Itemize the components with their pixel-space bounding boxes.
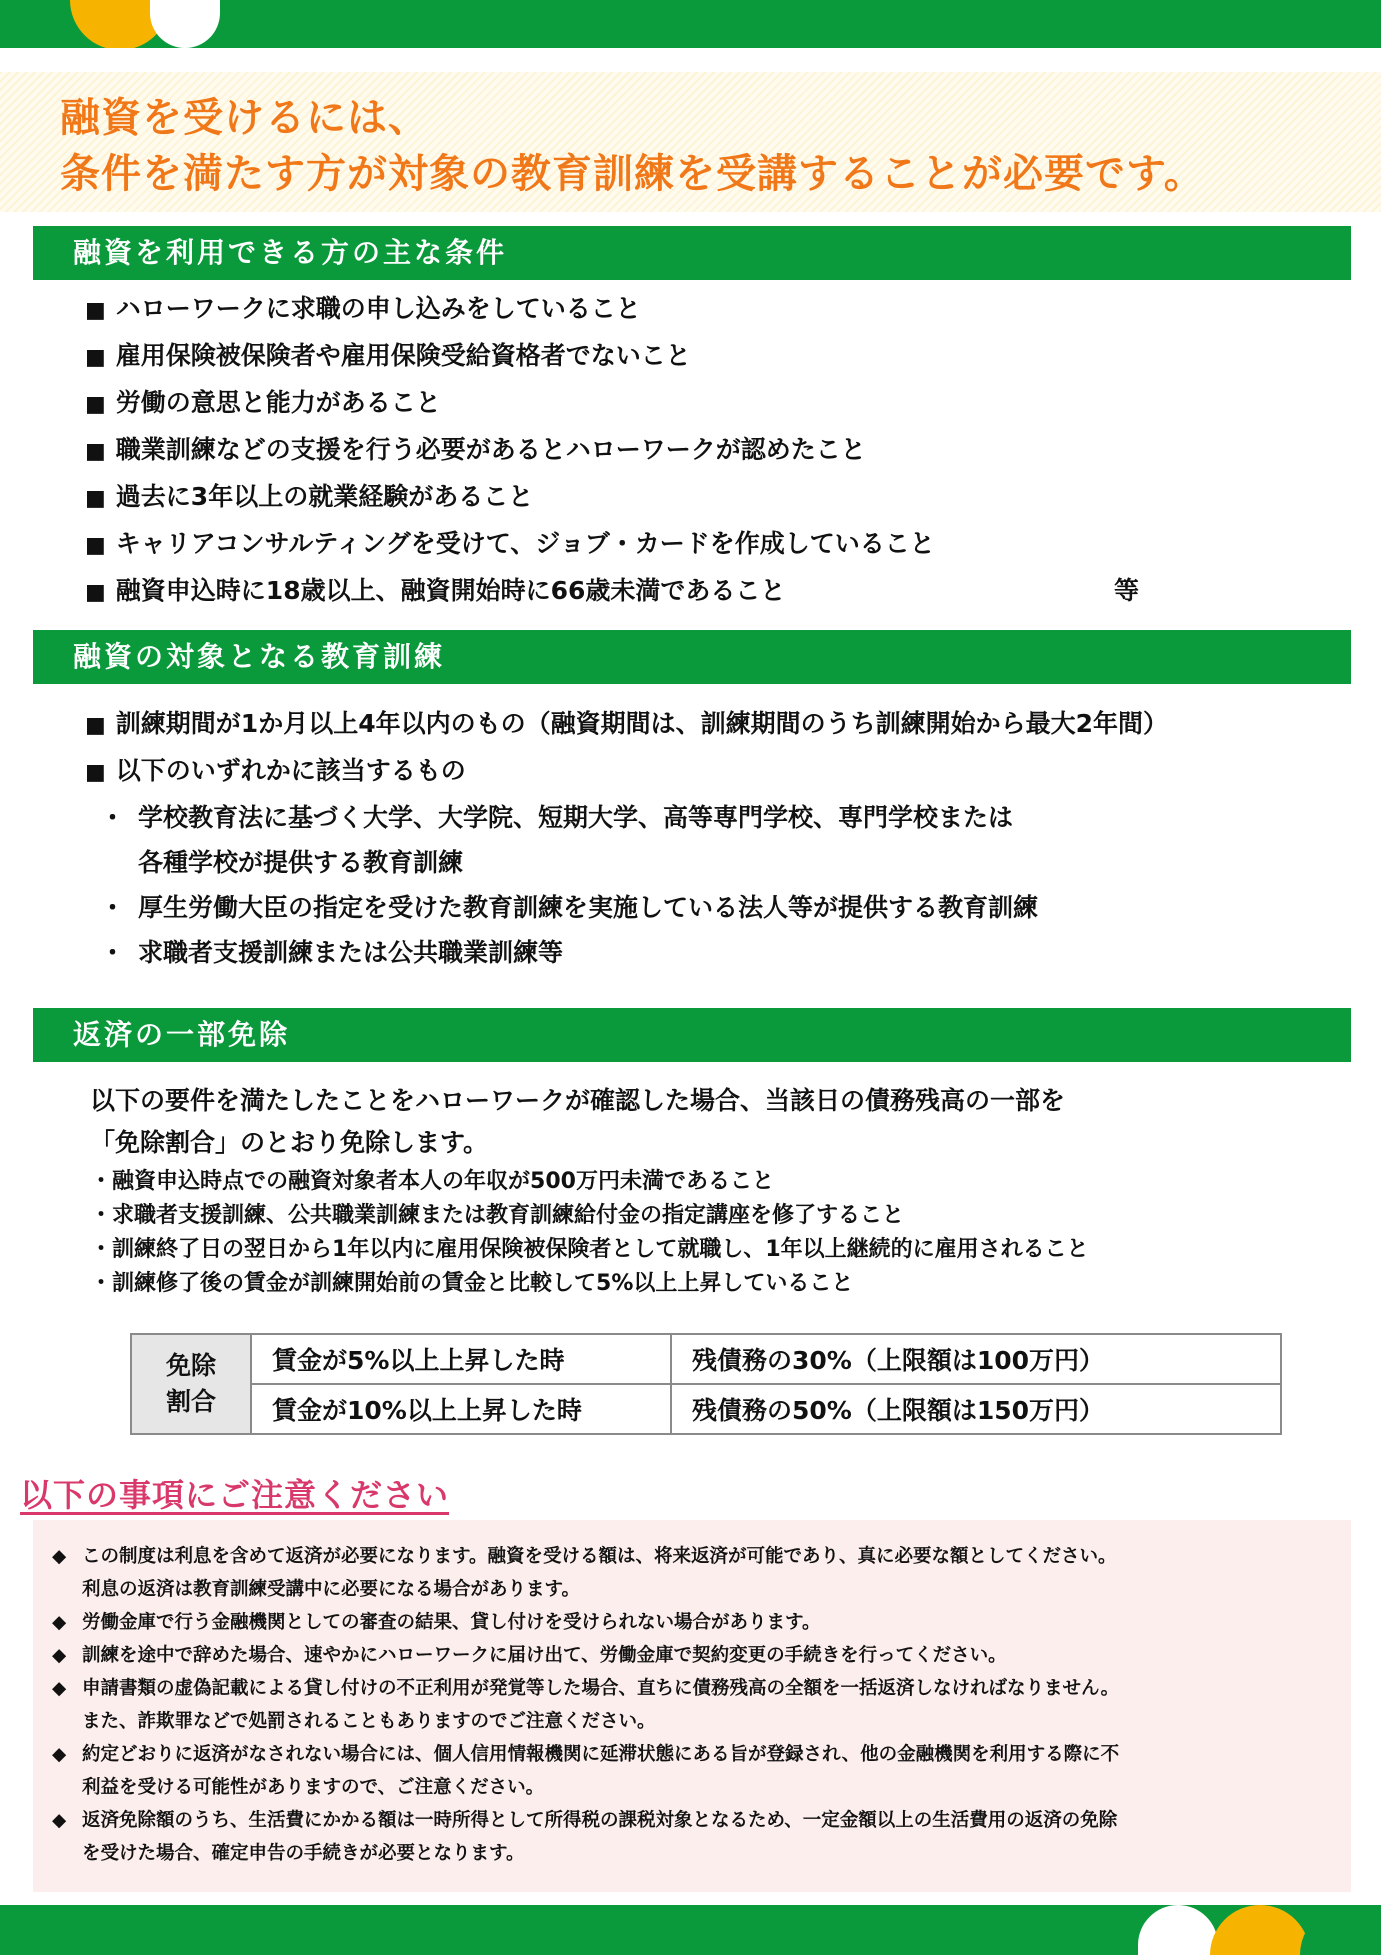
notice-line: また、詐欺罪などで処罰されることもありますのでご注意ください。 xyxy=(82,1711,656,1732)
notice-line: 利息の返済は教育訓練受講中に必要になる場合があります。 xyxy=(82,1579,581,1600)
table-cell: 残債務の50%（上限額は150万円） xyxy=(671,1384,1281,1434)
list-item: ・ 訓練終了日の翌日から1年以内に雇用保険被保険者として就職し、1年以上継続的に雇用されること xyxy=(90,1233,1360,1267)
training-list xyxy=(85,700,1345,794)
list-item xyxy=(52,1540,1342,1606)
list-item: ・ 求職者支援訓練、公共職業訓練または教育訓練給付金の指定講座を修了すること xyxy=(90,1199,1360,1233)
list-item: ・ 訓練修了後の賃金が訓練開始前の賃金と比較して5%以上上昇していること xyxy=(90,1267,1360,1301)
exemption-ratio-table xyxy=(130,1333,1282,1435)
list-item: ■ 過去に3年以上の就業経験があること xyxy=(85,473,1345,520)
table-header-line: 免除 xyxy=(165,1351,216,1380)
table-header-cell xyxy=(131,1334,251,1434)
list-item: ■ 融資申込時に18歳以上、融資開始時に66歳未満であること xyxy=(85,567,1345,614)
section-header-exemption: 返済の一部免除 xyxy=(33,1008,1351,1062)
intro-line: 「免除割合」のとおり免除します。 xyxy=(90,1128,489,1157)
notice-line: この制度は利息を含めて返済が必要になります。融資を受ける額は、将来返済が可能であり、真に必要な額としてください。 xyxy=(82,1546,1117,1567)
list-item xyxy=(100,795,1340,885)
list-item: ■ ハローワークに求職の申し込みをしていること xyxy=(85,285,1345,332)
list-item xyxy=(52,1738,1342,1804)
notice-title: 以下の事項にご注意ください xyxy=(20,1476,450,1514)
section-header-conditions: 融資を利用できる方の主な条件 xyxy=(33,226,1351,280)
notice-line: 申請書類の虚偽記載による貸し付けの不正利用が発覚等した場合、直ちに債務残高の全額を一括返済しなければなりません。 xyxy=(82,1678,1120,1699)
notice-line: を受けた場合、確定申告の手続きが必要となります。 xyxy=(82,1843,525,1864)
exemption-requirements xyxy=(90,1165,1360,1301)
section-header-training: 融資の対象となる教育訓練 xyxy=(33,630,1351,684)
table-row xyxy=(131,1384,1281,1434)
table-cell: 賃金が10%以上上昇した時 xyxy=(251,1384,671,1434)
intro-line: 以下の要件を満たしたことをハローワークが確認した場合、当該日の債務残高の一部を xyxy=(90,1086,1066,1115)
list-item: ◆ 労働金庫で行う金融機関としての審査の結果、貸し付けを受けられない場合があります。 xyxy=(52,1606,1342,1639)
notice-list xyxy=(52,1540,1342,1870)
list-item: ■ 以下のいずれかに該当するもの xyxy=(85,747,1345,794)
subitem-line: 学校教育法に基づく大学、大学院、短期大学、高等専門学校、専門学校または xyxy=(138,803,1014,832)
subitem-line: 各種学校が提供する教育訓練 xyxy=(138,848,464,877)
list-item: ・ 求職者支援訓練または公共職業訓練等 xyxy=(100,930,1340,975)
list-item: ■ 訓練期間が1か月以上4年以内のもの（融資期間は、訓練期間のうち訓練開始から最大2年間） xyxy=(85,700,1345,747)
etc-label: 等 xyxy=(1114,576,1140,605)
table-header-line: 割合 xyxy=(165,1387,216,1416)
list-item xyxy=(52,1804,1342,1870)
headline-line-2: 条件を満たす方が対象の教育訓練を受講することが必要です。 xyxy=(60,151,1205,197)
table-row xyxy=(131,1334,1281,1384)
table-cell: 賃金が5%以上上昇した時 xyxy=(251,1334,671,1384)
list-item: ■ キャリアコンサルティングを受けて、ジョブ・カードを作成していること xyxy=(85,520,1345,567)
top-decor-gap xyxy=(0,48,1381,60)
notice-line: 利益を受ける可能性がありますので、ご注意ください。 xyxy=(82,1777,545,1798)
headline-line-1: 融資を受けるには、 xyxy=(60,95,429,141)
notice-line: 約定どおりに返済がなされない場合には、個人信用情報機関に延滞状態にある旨が登録され、他の金融機関を利用する際に不 xyxy=(82,1744,1120,1765)
table-cell: 残債務の30%（上限額は100万円） xyxy=(671,1334,1281,1384)
conditions-list xyxy=(85,285,1345,614)
list-item xyxy=(52,1672,1342,1738)
exemption-intro xyxy=(90,1080,1340,1164)
page-headline xyxy=(60,90,1360,202)
list-item: ■ 雇用保険被保険者や雇用保険受給資格者でないこと xyxy=(85,332,1345,379)
list-item: ■ 職業訓練などの支援を行う必要があるとハローワークが認めたこと xyxy=(85,426,1345,473)
notice-line: 返済免除額のうち、生活費にかかる額は一時所得として所得税の課税対象となるため、一定金額以上の生活費用の返済の免除 xyxy=(82,1810,1118,1831)
training-sublist xyxy=(100,795,1340,975)
list-item: ◆ 訓練を途中で辞めた場合、速やかにハローワークに届け出て、労働金庫で契約変更の手続きを行ってください。 xyxy=(52,1639,1342,1672)
list-item: ・ 厚生労働大臣の指定を受けた教育訓練を実施している法人等が提供する教育訓練 xyxy=(100,885,1340,930)
list-item: ・ 融資申込時点での融資対象者本人の年収が500万円未満であること xyxy=(90,1165,1360,1199)
list-item: ■ 労働の意思と能力があること xyxy=(85,379,1345,426)
